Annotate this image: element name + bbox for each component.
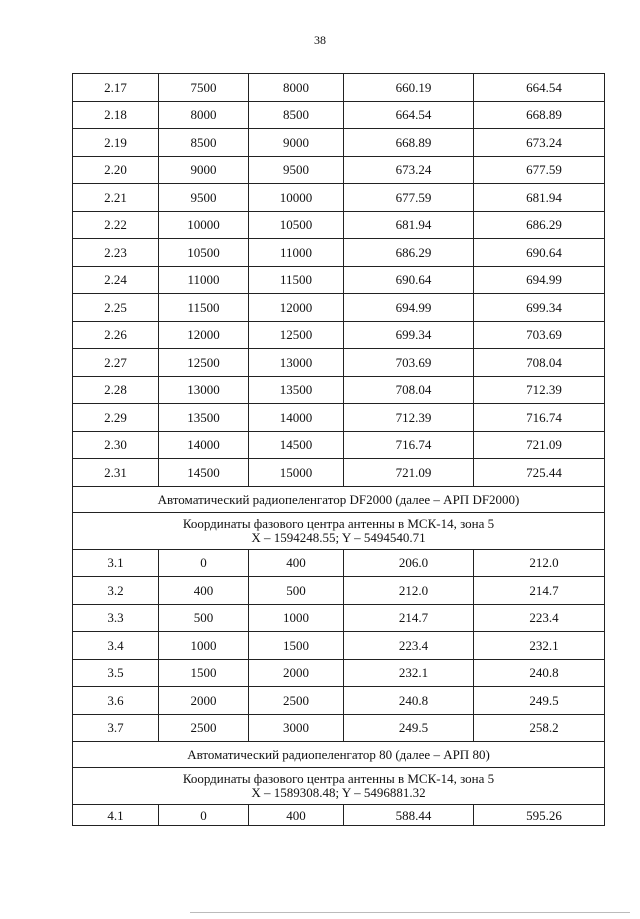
table-cell: 11500 [249, 266, 344, 294]
section-3-coords-line1: Координаты фазового центра антенны в МСК-14, зона 5 [182, 515, 495, 531]
section-3-coords-line2: X – 1594248.55; Y – 5494540.71 [251, 529, 426, 545]
table-cell: 699.34 [344, 321, 474, 349]
section-3-header [73, 486, 605, 549]
table-row [73, 266, 605, 294]
table-cell: 13500 [159, 404, 249, 432]
table-cell: 716.74 [474, 404, 605, 432]
section-4-title: Автоматический радиопеленгатор 80 (далее – АРП 80) [73, 742, 605, 768]
table-row [73, 294, 605, 322]
table-cell: 699.34 [474, 294, 605, 322]
table-row [73, 184, 605, 212]
table-cell: 703.69 [474, 321, 605, 349]
table-cell: 2.22 [73, 211, 159, 239]
table-cell: 2000 [249, 659, 344, 687]
table-cell: 7500 [159, 74, 249, 102]
table-cell: 11000 [159, 266, 249, 294]
table-cell: 708.04 [474, 349, 605, 377]
table-cell: 668.89 [344, 129, 474, 157]
table-cell: 15000 [249, 459, 344, 487]
table-cell: 232.1 [344, 659, 474, 687]
table-cell: 13500 [249, 376, 344, 404]
table-cell: 212.0 [474, 549, 605, 577]
table-cell: 690.64 [474, 239, 605, 267]
table-cell: 9000 [159, 156, 249, 184]
table-cell: 249.5 [344, 714, 474, 742]
table-cell: 673.24 [474, 129, 605, 157]
segments-table [72, 73, 605, 826]
table-cell: 400 [249, 805, 344, 826]
table-cell: 12000 [249, 294, 344, 322]
table-cell: 212.0 [344, 577, 474, 605]
table-cell: 8000 [159, 101, 249, 129]
table-cell: 668.89 [474, 101, 605, 129]
table-cell: 214.7 [344, 604, 474, 632]
table-body-group-3 [73, 549, 605, 742]
table-cell: 708.04 [344, 376, 474, 404]
table-cell: 10500 [249, 211, 344, 239]
table-cell: 223.4 [344, 632, 474, 660]
table-cell: 588.44 [344, 805, 474, 826]
table-row [73, 101, 605, 129]
table-row [73, 687, 605, 715]
table-cell: 716.74 [344, 431, 474, 459]
table-cell: 2500 [159, 714, 249, 742]
table-cell: 206.0 [344, 549, 474, 577]
section-3-coordinates [73, 512, 605, 549]
table-cell: 673.24 [344, 156, 474, 184]
table-cell: 2000 [159, 687, 249, 715]
table-cell: 500 [249, 577, 344, 605]
table-cell: 14500 [159, 459, 249, 487]
table-cell: 664.54 [474, 74, 605, 102]
table-row [73, 431, 605, 459]
table-cell: 13000 [159, 376, 249, 404]
table-cell: 2.29 [73, 404, 159, 432]
table-row [73, 156, 605, 184]
table-row [73, 714, 605, 742]
table-cell: 686.29 [474, 211, 605, 239]
table-cell: 12500 [159, 349, 249, 377]
table-row [73, 659, 605, 687]
table-cell: 721.09 [344, 459, 474, 487]
table-cell: 9500 [249, 156, 344, 184]
section-4-coords-line1: Координаты фазового центра антенны в МСК-14, зона 5 [182, 771, 495, 786]
table-cell: 2.19 [73, 129, 159, 157]
table-cell: 3000 [249, 714, 344, 742]
table-cell: 3.2 [73, 577, 159, 605]
table-cell: 2.28 [73, 376, 159, 404]
table-cell: 1000 [249, 604, 344, 632]
table-cell: 10000 [159, 211, 249, 239]
table-cell: 712.39 [344, 404, 474, 432]
table-cell: 686.29 [344, 239, 474, 267]
page-number: 38 [314, 33, 326, 47]
table-cell: 3.4 [73, 632, 159, 660]
table-cell: 2.20 [73, 156, 159, 184]
table-cell: 400 [249, 549, 344, 577]
table-cell: 10000 [249, 184, 344, 212]
table-cell: 240.8 [474, 659, 605, 687]
table-row [73, 604, 605, 632]
table-row [73, 74, 605, 102]
table-row [73, 349, 605, 377]
bottom-edge-line [190, 912, 630, 913]
table-row [73, 805, 605, 826]
table-cell: 2.17 [73, 74, 159, 102]
table-cell: 14500 [249, 431, 344, 459]
table-cell: 2.27 [73, 349, 159, 377]
table-cell: 4.1 [73, 805, 159, 826]
table-cell: 2.30 [73, 431, 159, 459]
table-cell: 9500 [159, 184, 249, 212]
table-cell: 677.59 [474, 156, 605, 184]
table-cell: 13000 [249, 349, 344, 377]
table-cell: 3.1 [73, 549, 159, 577]
section-4-coords-line2: X – 1589308.48; Y – 5496881.32 [251, 785, 426, 800]
table-cell: 660.19 [344, 74, 474, 102]
table-cell: 681.94 [344, 211, 474, 239]
section-4-coordinates [73, 768, 605, 805]
table-cell: 2.25 [73, 294, 159, 322]
table-cell: 223.4 [474, 604, 605, 632]
table-cell: 12000 [159, 321, 249, 349]
table-row [73, 129, 605, 157]
table-row [73, 549, 605, 577]
table-cell: 12500 [249, 321, 344, 349]
table-cell: 400 [159, 577, 249, 605]
table-cell: 11500 [159, 294, 249, 322]
table-cell: 14000 [159, 431, 249, 459]
table-cell: 240.8 [344, 687, 474, 715]
table-cell: 10500 [159, 239, 249, 267]
table-cell: 232.1 [474, 632, 605, 660]
table-cell: 712.39 [474, 376, 605, 404]
table-cell: 8500 [159, 129, 249, 157]
table-cell: 2.24 [73, 266, 159, 294]
table-cell: 2.26 [73, 321, 159, 349]
table-cell: 1500 [249, 632, 344, 660]
table-cell: 595.26 [474, 805, 605, 826]
table-cell: 2500 [249, 687, 344, 715]
table-cell: 2.31 [73, 459, 159, 487]
table-row [73, 321, 605, 349]
table-cell: 681.94 [474, 184, 605, 212]
table-cell: 8500 [249, 101, 344, 129]
table-cell: 0 [159, 805, 249, 826]
table-cell: 3.7 [73, 714, 159, 742]
table-cell: 1000 [159, 632, 249, 660]
table-cell: 694.99 [474, 266, 605, 294]
table-body-group-2 [73, 74, 605, 487]
table-cell: 677.59 [344, 184, 474, 212]
table-cell: 258.2 [474, 714, 605, 742]
table-row [73, 239, 605, 267]
table-cell: 11000 [249, 239, 344, 267]
table-cell: 664.54 [344, 101, 474, 129]
table-cell: 249.5 [474, 687, 605, 715]
section-4-header [73, 742, 605, 805]
table-cell: 694.99 [344, 294, 474, 322]
table-row [73, 577, 605, 605]
table-cell: 3.5 [73, 659, 159, 687]
table-cell: 500 [159, 604, 249, 632]
table-cell: 3.6 [73, 687, 159, 715]
table-cell: 703.69 [344, 349, 474, 377]
table-row [73, 211, 605, 239]
table-cell: 214.7 [474, 577, 605, 605]
table-row [73, 459, 605, 487]
table-cell: 0 [159, 549, 249, 577]
section-3-title: Автоматический радиопеленгатор DF2000 (далее – АРП DF2000) [73, 486, 605, 512]
table-row [73, 404, 605, 432]
table-cell: 8000 [249, 74, 344, 102]
table-cell: 1500 [159, 659, 249, 687]
table-cell: 721.09 [474, 431, 605, 459]
table-row [73, 632, 605, 660]
table-cell: 2.21 [73, 184, 159, 212]
table-cell: 725.44 [474, 459, 605, 487]
table-cell: 14000 [249, 404, 344, 432]
table-cell: 3.3 [73, 604, 159, 632]
table-cell: 2.23 [73, 239, 159, 267]
table-body-group-4 [73, 805, 605, 826]
table-cell: 9000 [249, 129, 344, 157]
table-row [73, 376, 605, 404]
table-cell: 690.64 [344, 266, 474, 294]
table-cell: 2.18 [73, 101, 159, 129]
